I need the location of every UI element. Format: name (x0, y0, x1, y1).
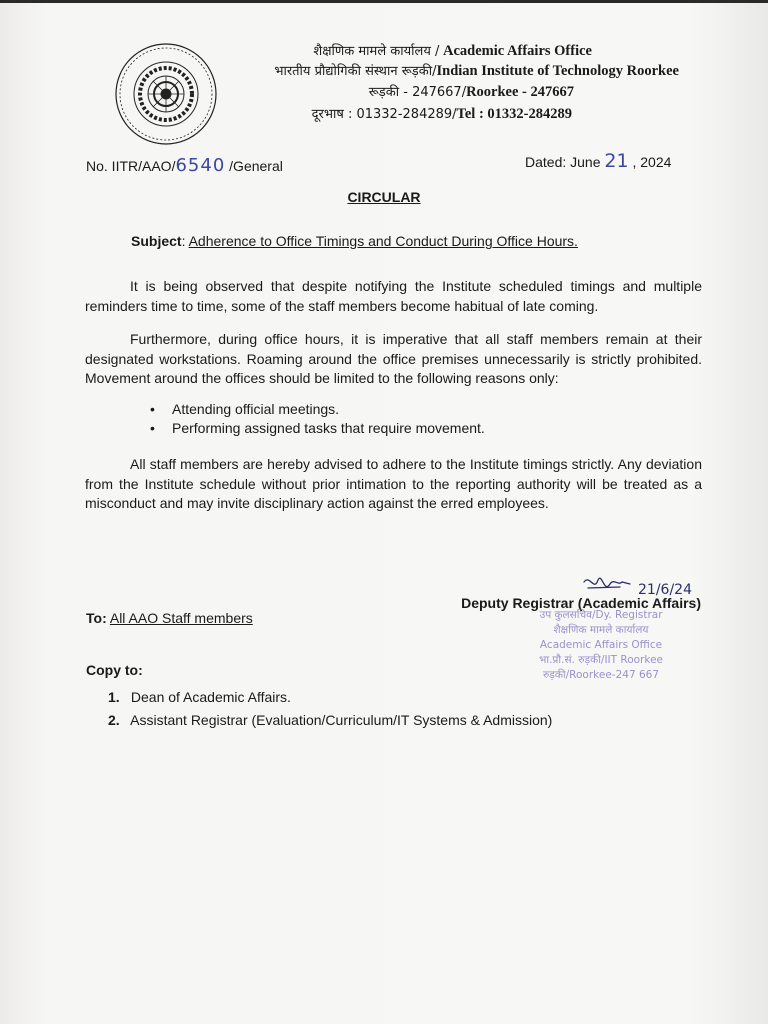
date-handwritten-day: 21 (604, 150, 629, 172)
paragraph-1: It is being observed that despite notifying the Institute scheduled timings and multiple reminders time to time, some of the staff members become habitual of late coming. (85, 278, 702, 314)
copy-to-list (108, 686, 552, 731)
date-suffix: , 2024 (632, 154, 672, 170)
header-line1-hindi: शैक्षणिक मामले कार्यालय / (313, 44, 440, 59)
paragraph-3: All staff members are hereby advised to adhere to the Institute timings strictly. Any deviation from the Institute schedule without prior intimation to the reporting authority will be treated as a misconduct and may invite disciplinary action against the erred employees. (85, 456, 702, 511)
header-line1-english: Academic Affairs Office (443, 43, 592, 59)
header-line4-english: Tel : 01332-284289 (456, 106, 572, 122)
header-phone (312, 104, 572, 123)
reference-suffix: /General (229, 158, 283, 174)
header-address (369, 82, 574, 101)
header-office-name (313, 41, 592, 60)
subject-text: Adherence to Office Timings and Conduct During Office Hours. (188, 233, 578, 249)
circular-title (0, 189, 768, 205)
stamp-line-2: शैक्षणिक मामले कार्यालय (553, 624, 649, 636)
list-item-text: Dean of Academic Affairs. (130, 689, 291, 705)
iit-roorkee-logo (113, 41, 219, 147)
reference-number (86, 155, 283, 176)
stamp-line-4: भा.प्रौ.सं. रुड़की/IIT Roorkee (538, 654, 664, 666)
date-line (525, 150, 671, 172)
signature-handwritten-date: 21/6/24 (638, 582, 692, 598)
circular-title-text: CIRCULAR (347, 189, 421, 205)
to-label: To: (86, 610, 107, 626)
stamp-line-3: Academic Affairs Office (539, 639, 663, 651)
header-line3-english: Roorkee - 247667 (466, 84, 574, 100)
subject-line: Subject: Adherence to Office Timings and Conduct During Office Hours. (131, 233, 578, 249)
top-border (0, 0, 768, 3)
list-item-number: 1. (108, 689, 120, 705)
list-item-number: 2. (108, 711, 120, 728)
list-item (108, 686, 552, 709)
official-stamp (516, 608, 686, 683)
subject-label: Subject (131, 233, 182, 249)
reference-prefix: No. IITR/AAO/ (86, 158, 176, 174)
date-prefix: Dated: June (525, 154, 601, 170)
list-item (108, 709, 552, 732)
signatory-designation: Deputy Registrar (Academic Affairs) (461, 595, 701, 611)
paragraph-2: Furthermore, during office hours, it is imperative that all staff members remain at their designated workstations. Roaming around the office premises unnecessarily is strictly prohibited. Movement around the offices should be limited to the following reasons only: (85, 331, 702, 386)
header-institute-name (274, 61, 679, 80)
stamp-line-1: उप कुलसचिव/Dy. Registrar (539, 609, 663, 621)
header-line3-hindi: रूड़की - 247667/ (368, 85, 467, 100)
header-line4-hindi: दूरभाष : 01332-284289/ (311, 107, 457, 122)
list-item: • Attending official meetings. (150, 400, 485, 419)
list-item-text: Assistant Registrar (Evaluation/Curriculum/IT Systems & Admission) (130, 711, 553, 728)
reference-handwritten-number: 6540 (175, 155, 226, 176)
list-item: • Performing assigned tasks that require movement. (150, 419, 485, 438)
movement-reasons-list (150, 400, 485, 438)
copy-to-label: Copy to: (86, 662, 143, 678)
header-line2-hindi: भारतीय प्रौद्योगिकी संस्थान रूड़की/ (274, 64, 437, 79)
to-recipient: All AAO Staff members (109, 610, 253, 626)
stamp-line-5: रुड़की/Roorkee-247 667 (542, 669, 660, 681)
header-line2-english: Indian Institute of Technology Roorkee (436, 63, 679, 79)
to-line (86, 610, 253, 626)
